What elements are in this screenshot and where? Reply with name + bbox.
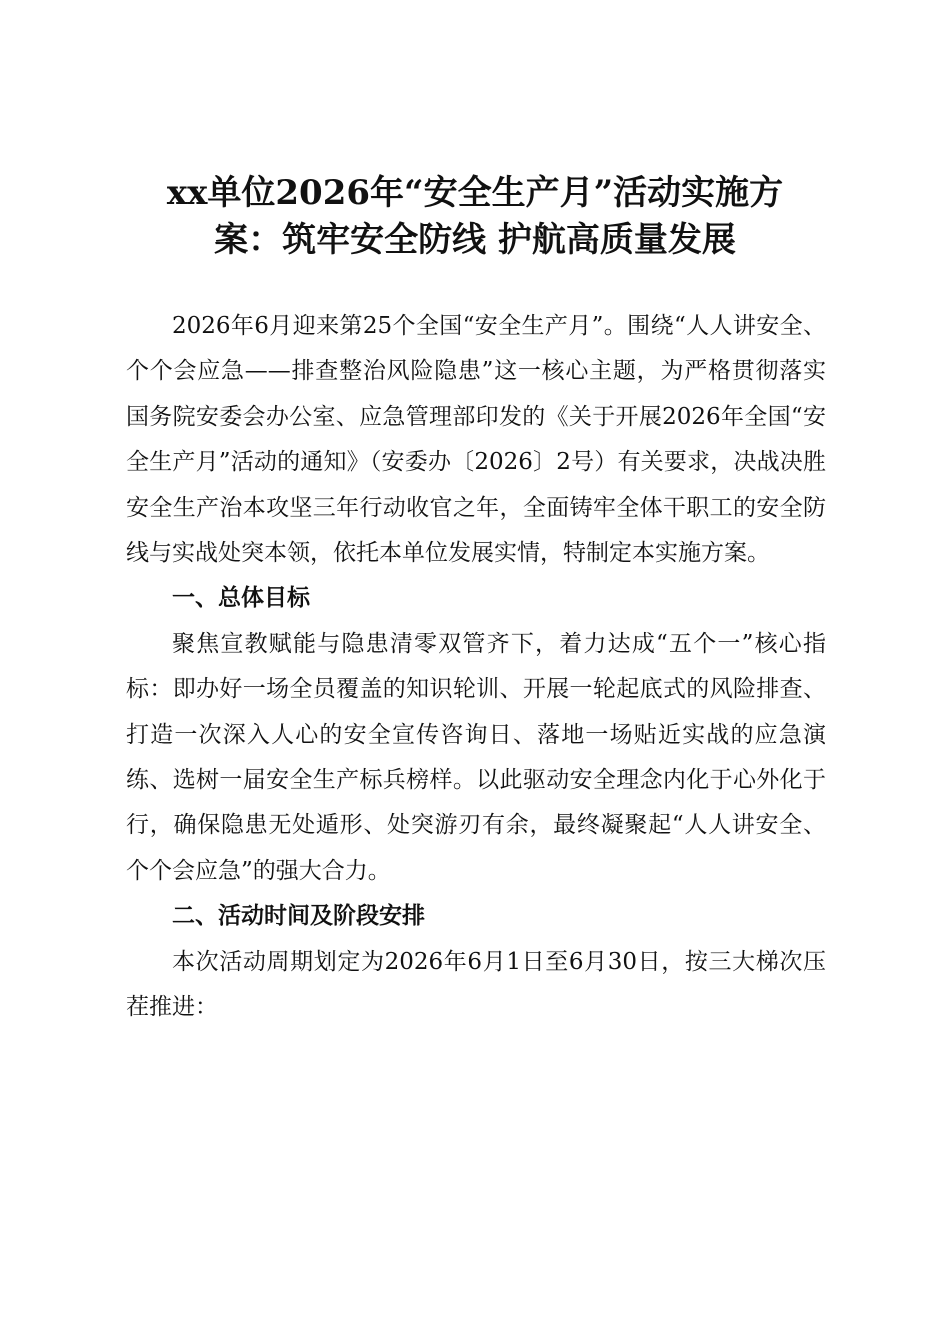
section-heading-overall-goal: 一、总体目标 <box>172 585 310 612</box>
intro-paragraph: 2026年6月迎来第25个全国“安全生产月”。围绕“人人讲安全、个个会应急——排查整治风险隐患”这一核心主题，为严格贯彻落实国务院安委会办公室、应急管理部印发的《关于开展2026年全国“安全生产月”活动的通知》（安委办〔2026〕2号）有关要求，决战决胜安全生产治本攻坚三年行动收官之年，全面铸牢全体干职工的安全防线与实战处突本领，依托本单位发展实情，特制定本实施方案。 <box>126 313 826 567</box>
document-title-line-2: 案：筑牢安全防线 护航高质量发展 <box>214 220 736 260</box>
schedule-paragraph: 本次活动周期划定为2026年6月1日至6月30日，按三大梯次压茬推进： <box>126 948 826 1021</box>
overall-goal-paragraph: 聚焦宣教赋能与隐患清零双管齐下，着力达成“五个一”核心指标：即办好一场全员覆盖的知识轮训、开展一轮起底式的风险排查、打造一次深入人心的安全宣传咨询日、落地一场贴近实战的应急演练、选树一届安全生产标兵榜样。以此驱动安全理念内化于心外化于行，确保隐患无处遁形、处突游刃有余，最终凝聚起“人人讲安全、个个会应急”的强大合力。 <box>126 630 826 884</box>
document-body <box>126 304 826 1031</box>
section-heading-schedule: 二、活动时间及阶段安排 <box>172 903 425 930</box>
document-title-line-1: xx单位2026年“安全生产月”活动实施方 <box>166 173 784 213</box>
